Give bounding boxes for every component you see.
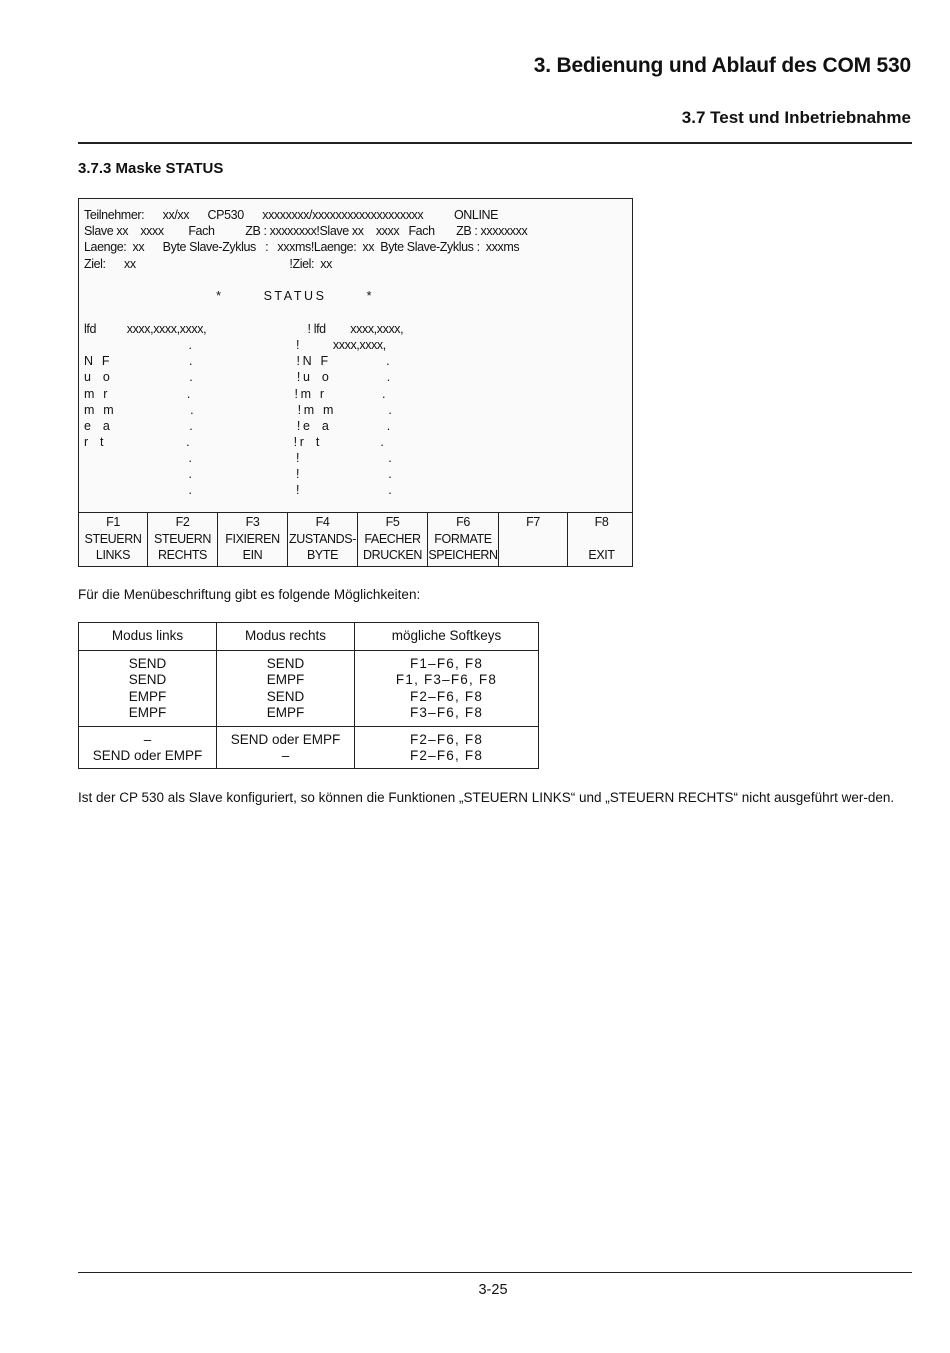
screen-line: m r . ! m r . (84, 387, 386, 401)
screen-line: . ! . (84, 451, 392, 465)
softkey-f5[interactable]: F5 FAECHER DRUCKEN (358, 513, 428, 567)
page-number: 3-25 (478, 1282, 508, 1298)
header-divider (78, 142, 912, 144)
screen-line: m m . ! m m . (84, 403, 392, 417)
screen-line: Teilnehmer: xx/xx CP530 xxxxxxxx/xxxxxxxxxxxxxxxxxxx ONLINE (84, 208, 499, 222)
screen-line: Ziel: xx !Ziel: xx (84, 257, 332, 271)
screen-line: u o . ! u o . (84, 370, 390, 384)
screen-line: . ! . (84, 467, 392, 481)
screen-line: * S T A T U S * (84, 289, 372, 303)
mode-table (78, 622, 539, 769)
note-text: Ist der CP 530 als Slave konfiguriert, so können die Funktionen „STEUERN LINKS“ und „STEUERN RECHTS“ nicht ausgeführt wer-den. (78, 790, 895, 805)
screen-line: lfd xxxx,xxxx,xxxx, ! lfd xxxx,xxxx, (84, 322, 404, 336)
table-cell: SEND SEND EMPF EMPF (79, 651, 217, 727)
status-screen-mask (78, 198, 633, 567)
softkey-f4[interactable]: F4 ZUSTANDS- BYTE (288, 513, 358, 567)
softkey-f1[interactable]: F1 STEUERN LINKS (79, 513, 148, 567)
table-cell: SEND oder EMPF – (217, 727, 355, 769)
screen-line: Laenge: xx Byte Slave-Zyklus : xxxms!Laenge: xx Byte Slave-Zyklus : xxxms (84, 240, 520, 254)
function-key-bar (79, 512, 632, 567)
screen-line: N F . ! N F . (84, 354, 390, 368)
table-header: Modus links (79, 623, 217, 651)
softkey-f3[interactable]: F3 FIXIEREN EIN (218, 513, 288, 567)
softkey-f6[interactable]: F6 FORMATE SPEICHERN (428, 513, 499, 567)
table-cell: – SEND oder EMPF (79, 727, 217, 769)
table-header: mögliche Softkeys (355, 623, 539, 651)
table-header: Modus rechts (217, 623, 355, 651)
softkey-f2[interactable]: F2 STEUERN RECHTS (148, 513, 218, 567)
screen-line: e a . ! e a . (84, 419, 390, 433)
table-cell: SEND EMPF SEND EMPF (217, 651, 355, 727)
softkey-f8[interactable]: F8 EXIT (588, 515, 615, 562)
chapter-title: 3. Bedienung und Ablauf des COM 530 (533, 54, 911, 77)
screen-line: . ! . (84, 483, 392, 497)
screen-line: . ! xxxx,xxxx, (84, 338, 386, 352)
footer-divider (78, 1272, 912, 1273)
intro-text: Für die Menübeschriftung gibt es folgende Möglichkeiten: (78, 587, 421, 602)
screen-line: r t . ! r t . (84, 435, 384, 449)
screen-line: Slave xx xxxx Fach ZB : xxxxxxxx!Slave xx xxxx Fach ZB : xxxxxxxx (84, 224, 528, 238)
section-title: 3.7 Test und Inbetriebnahme (681, 108, 911, 127)
softkey-f7[interactable]: F7 (499, 513, 568, 567)
table-cell: F1–F6, F8 F1, F3–F6, F8 F2–F6, F8 F3–F6, F8 (355, 651, 539, 727)
table-cell: F2–F6, F8 F2–F6, F8 (355, 727, 539, 769)
subsection-title: 3.7.3 Maske STATUS (78, 160, 224, 177)
